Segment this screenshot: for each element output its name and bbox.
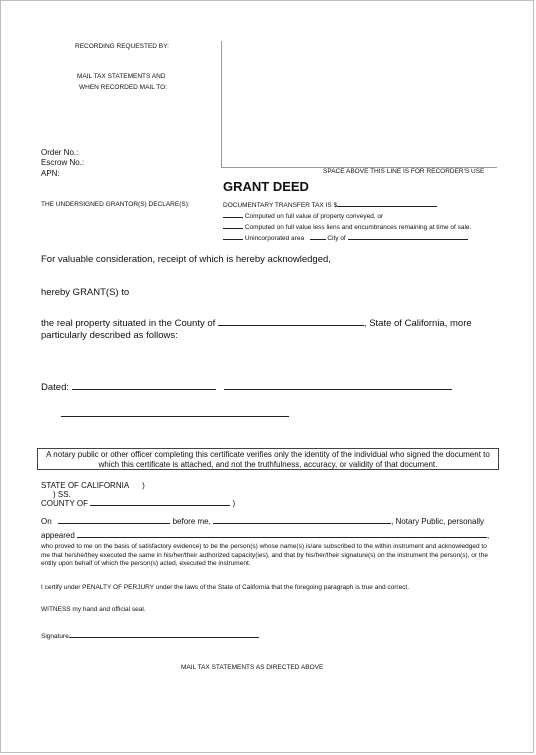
on-date-row bbox=[41, 517, 484, 526]
property-prefix-text: the real property situated in the County of bbox=[41, 318, 216, 329]
notary-public-label: , Notary Public, personally bbox=[391, 517, 484, 526]
grantor-signature-field-1[interactable] bbox=[224, 389, 452, 390]
notary-name-field[interactable] bbox=[213, 523, 391, 524]
county-field[interactable] bbox=[218, 325, 364, 326]
county-row bbox=[41, 499, 235, 508]
appeared-label: appeared bbox=[41, 531, 75, 540]
signature-label: Signature bbox=[41, 633, 69, 640]
transfer-tax-label: DOCUMENTARY TRANSFER TAX IS $ bbox=[223, 202, 338, 209]
grantor-signature-field-2[interactable] bbox=[61, 416, 289, 417]
grant-text: hereby GRANT(S) to bbox=[41, 287, 130, 298]
unincorporated-check-field[interactable] bbox=[223, 239, 243, 240]
option2-label: Computed on full value less liens and encumbrances remaining at time of sale. bbox=[244, 224, 472, 231]
appeared-row bbox=[41, 531, 489, 540]
notary-signature-field[interactable] bbox=[69, 637, 259, 638]
option1-label: Computed on full value of property conveyed, or bbox=[244, 213, 384, 220]
ss-label: ) SS. bbox=[53, 490, 71, 499]
dated-field[interactable] bbox=[72, 389, 216, 390]
footer-note: MAIL TAX STATEMENTS AS DIRECTED ABOVE bbox=[181, 664, 324, 671]
signature-row bbox=[41, 633, 259, 640]
option2-check-field[interactable] bbox=[223, 228, 243, 229]
dated-label: Dated: bbox=[41, 382, 69, 393]
escrow-no-label: Escrow No.: bbox=[41, 158, 85, 167]
dated-row bbox=[41, 382, 452, 393]
property-row bbox=[41, 318, 472, 329]
county-label: COUNTY OF bbox=[41, 499, 88, 508]
apn-label: APN: bbox=[41, 169, 60, 178]
on-label: On bbox=[41, 517, 52, 526]
perjury-paragraph: I certify under PENALTY OF PERJURY under the laws of the State of California that the foregoing paragraph is true and correct. bbox=[41, 584, 410, 591]
state-paren: ) bbox=[142, 481, 145, 490]
grantor-declare-label: THE UNDERSIGNED GRANTOR(S) DECLARE(S): bbox=[41, 201, 190, 208]
state-row bbox=[41, 481, 145, 490]
city-check-field[interactable] bbox=[310, 239, 326, 240]
appeared-name-field[interactable] bbox=[77, 537, 487, 538]
mail-tax-label-line2: WHEN RECORDED MAIL TO: bbox=[79, 84, 168, 91]
on-date-field[interactable] bbox=[58, 523, 170, 524]
witness-text: WITNESS my hand and official seal. bbox=[41, 606, 146, 613]
city-label: City of bbox=[327, 235, 346, 242]
transfer-tax-row bbox=[223, 202, 437, 209]
transfer-tax-amount-field[interactable] bbox=[337, 206, 437, 207]
unincorporated-label: Unincorporated area bbox=[244, 235, 305, 242]
before-me-label: before me, bbox=[172, 517, 211, 526]
recorder-divider-vertical bbox=[221, 41, 222, 167]
transfer-tax-option1-row bbox=[223, 213, 383, 220]
county-ack-field[interactable] bbox=[90, 505, 230, 506]
recording-requested-label: RECORDING REQUESTED BY: bbox=[75, 43, 169, 50]
consideration-text: For valuable consideration, receipt of which is hereby acknowledged, bbox=[41, 254, 331, 265]
city-name-field[interactable] bbox=[348, 239, 468, 240]
mail-tax-label-line1: MAIL TAX STATEMENTS AND bbox=[77, 73, 166, 80]
property-line2-text: particularly described as follows: bbox=[41, 330, 178, 341]
proof-paragraph: who proved to me on the basis of satisfactory evidence) to be the person(s) whose name(s) is/are subscribed to the within instrument and acknowledged to me that he/she/they executed the same in his/her/their authorized capacity(ies), and that by his/her/their signature(s) on the instrument the person(s), or the entity upon behalf of which the person(s) acted, executed the instrument. bbox=[41, 543, 488, 568]
option1-check-field[interactable] bbox=[223, 217, 243, 218]
state-label: STATE OF CALIFORNIA bbox=[41, 481, 129, 490]
transfer-tax-area-row bbox=[223, 235, 468, 242]
notary-notice-box: A notary public or other officer completing this certificate verifies only the identity of the individual who signed the document to which this certificate is attached, and not the truthfulness, accuracy, or validity of that document. bbox=[37, 448, 499, 470]
appeared-comma: , bbox=[487, 531, 490, 540]
document-title: GRANT DEED bbox=[223, 179, 309, 194]
transfer-tax-option2-row bbox=[223, 224, 471, 231]
county-paren: ) bbox=[232, 499, 236, 508]
order-no-label: Order No.: bbox=[41, 148, 79, 157]
recorder-use-note: SPACE ABOVE THIS LINE IS FOR RECORDER'S USE bbox=[323, 168, 485, 175]
property-suffix-text: , State of California, more bbox=[363, 318, 472, 329]
